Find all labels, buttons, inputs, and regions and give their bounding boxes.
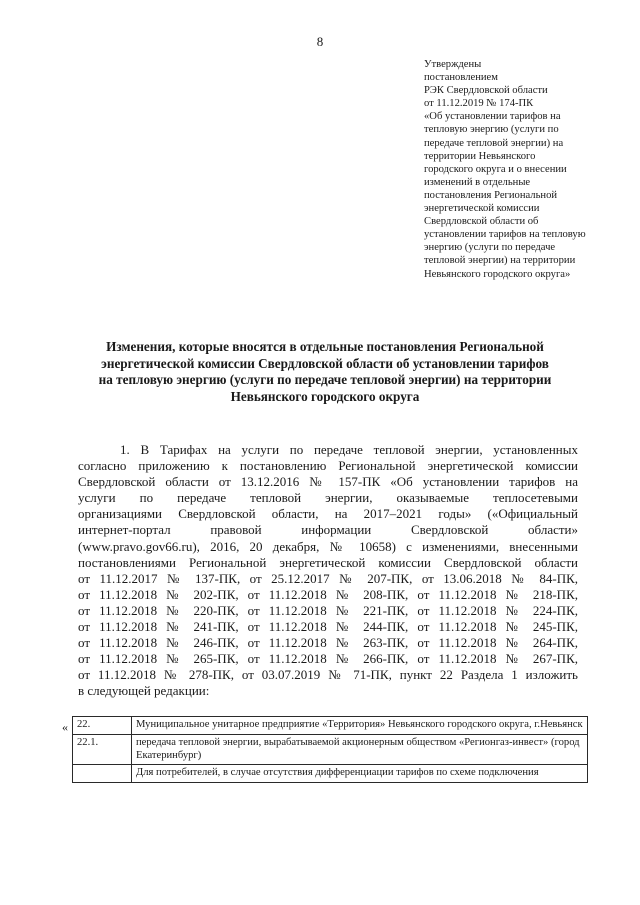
approval-line: тепловой энергии) на территории: [424, 255, 576, 267]
approval-line: Невьянского городского округа»: [424, 268, 571, 280]
body-line: от 11.12.2018 № 241-ПК, от 11.12.2018 № 244-ПК, от 11.12.2018 № 245-ПК,: [78, 619, 578, 635]
body-line: постановлениями Региональной энергетической комиссии Свердловской области: [78, 554, 578, 570]
row-text: Муниципальное унитарное предприятие «Территория» Невьянского городского округа, г.Невьянск: [132, 717, 588, 735]
table-row: [73, 717, 588, 735]
body-line: интернет-портал правовой информации Свердловской области»: [78, 522, 578, 538]
title-line: энергетической комиссии Свердловской области об установлении тарифов: [101, 355, 549, 371]
body-line: от 11.12.2018 № 246-ПК, от 11.12.2018 № 263-ПК, от 11.12.2018 № 264-ПК,: [78, 635, 578, 651]
approval-line: территории Невьянского: [424, 150, 536, 162]
approval-line: Утверждены: [424, 59, 482, 70]
table-row: [73, 765, 588, 783]
approval-line: городского округа и о внесении: [424, 163, 567, 175]
body-line: согласно приложению к постановлению Региональной энергетической комиссии: [78, 458, 578, 474]
body-line: в следующей редакции:: [78, 683, 210, 699]
body-line: услуги по передаче тепловой энергии, оказываемые теплосетевыми: [78, 490, 578, 506]
approval-line: «Об установлении тарифов на: [424, 111, 561, 123]
approval-line: постановления Региональной: [424, 189, 558, 201]
body-line: от 11.12.2018 № 278-ПК, от 03.07.2019 № 71-ПК, пункт 22 Раздела 1 изложить: [78, 667, 578, 683]
body-line: организациями Свердловской области, на 2017–2021 годы» («Официальный: [78, 506, 578, 522]
approval-line: от 11.12.2019 № 174-ПК: [424, 98, 534, 110]
body-paragraph: [78, 442, 578, 700]
body-line: 1. В Тарифах на услуги по передаче тепловой энергии, установленных: [120, 442, 578, 457]
approval-line: энергетической комиссии: [424, 203, 540, 215]
quote-open-mark: «: [62, 720, 68, 734]
body-line: от 11.12.2018 № 265-ПК, от 11.12.2018 № 266-ПК, от 11.12.2018 № 267-ПК,: [78, 651, 578, 667]
row-number: 22.: [73, 717, 132, 735]
approval-line: энергию (услуги по передаче: [424, 242, 556, 254]
document-title: [80, 339, 570, 405]
approval-line: изменений в отдельные: [424, 176, 531, 188]
title-line: на тепловую энергию (услуги по передаче тепловой энергии) на территории: [98, 372, 552, 387]
approval-line: РЭК Свердловской области: [424, 85, 548, 97]
row-number: [73, 765, 132, 783]
body-line: от 11.12.2018 № 202-ПК, от 11.12.2018 № 208-ПК, от 11.12.2018 № 218-ПК,: [78, 586, 578, 602]
approval-line: установлении тарифов на тепловую: [424, 229, 586, 241]
approval-line: передаче тепловой энергии) на: [424, 137, 564, 149]
approval-line: тепловую энергию (услуги по: [424, 124, 559, 136]
approval-block: [424, 58, 624, 281]
title-line: Невьянского городского округа: [230, 388, 420, 404]
body-line: (www.pravo.gov66.ru), 2016, 20 декабря, № 10658) с изменениями, внесенными: [78, 538, 578, 554]
row-number: 22.1.: [73, 734, 132, 765]
body-line: от 11.12.2017 № 137-ПК, от 25.12.2017 № 207-ПК, от 13.06.2018 № 84-ПК,: [78, 570, 578, 586]
page-number: 8: [316, 34, 324, 49]
approval-line: постановлением: [424, 72, 498, 84]
approval-line: Свердловской области об: [424, 216, 539, 228]
body-line: от 11.12.2018 № 220-ПК, от 11.12.2018 № 221-ПК, от 11.12.2018 № 224-ПК,: [78, 602, 578, 618]
row-text: Для потребителей, в случае отсутствия дифференциации тарифов по схеме подключения: [132, 765, 588, 783]
edit-table: [72, 716, 588, 783]
title-line: Изменения, которые вносятся в отдельные постановления Региональной: [106, 339, 544, 354]
row-text: передача тепловой энергии, вырабатываемой акционерным обществом «Регионгаз-инвест» (город Екатеринбург): [132, 734, 588, 765]
body-line: Свердловской области от 13.12.2016 № 157-ПК «Об установлении тарифов на: [78, 474, 578, 490]
table-row: [73, 734, 588, 765]
